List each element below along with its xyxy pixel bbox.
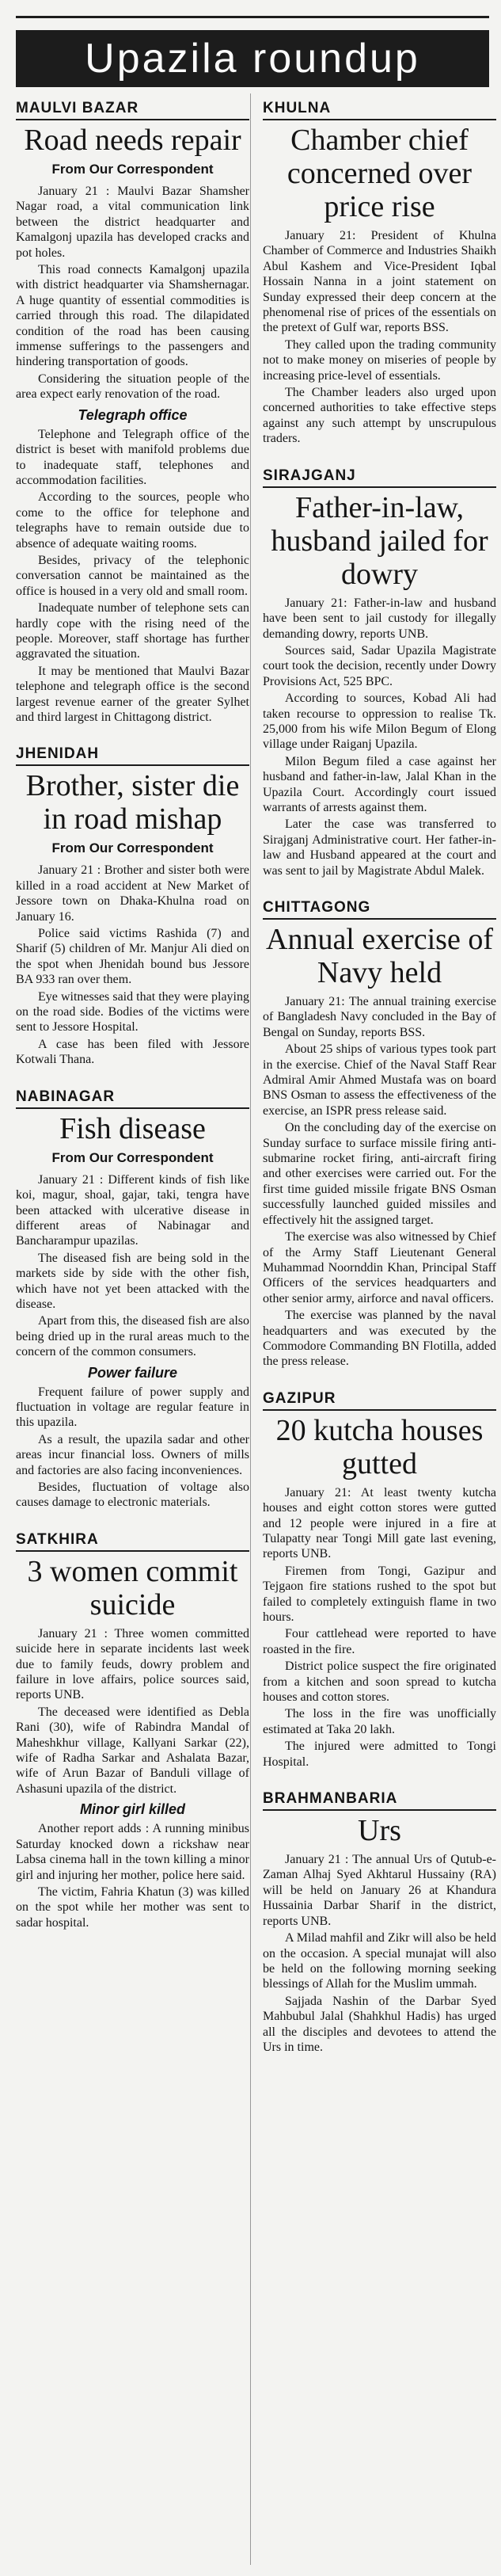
story-headline: 20 kutcha houses gutted xyxy=(275,1413,484,1480)
story-body xyxy=(263,596,496,878)
story-headline: 3 women commit suicide xyxy=(27,1554,238,1621)
story-paragraph: On the concluding day of the exercise on Sunday surface to surface missile firing anti-submarine rocket firing, anti-aircraft firing and other exercises were carried out. For the first time guided missile frigate BNS Osman successfully launched guided missiles and effectively hit the assigned target. xyxy=(263,1121,496,1227)
left-column xyxy=(16,93,249,1945)
story-paragraph: Besides, privacy of the telephonic conversation cannot be maintained as the office is housed in a very old and small room. xyxy=(16,553,249,598)
story-paragraph: A Milad mahfil and Zikr will also be held on the occasion. A special munajat will also be held on the following morning seeking blessings of Allah for the Muslim ummah. xyxy=(263,1931,496,1991)
story-paragraph: January 21: Father-in-law and husband have been sent to jail custody for illegally demanding dowry, reports UNB. xyxy=(263,596,496,641)
story-headline: Urs xyxy=(358,1814,401,1848)
story-paragraph: Frequent failure of power supply and fluctuation in voltage are regular feature in this upazila. xyxy=(16,1385,249,1430)
story-paragraph: The victim, Fahria Khatun (3) was killed on the spot while her mother was sent to sadar hospital. xyxy=(16,1884,249,1930)
story-headline: Fish disease xyxy=(59,1111,206,1145)
story-paragraph: As a result, the upazila sadar and other areas incur financial loss. Owners of mills and factories are also facing inconveniences. xyxy=(16,1432,249,1477)
right-column xyxy=(263,93,496,2069)
story-paragraph: Inadequate number of telephone sets can hardly cope with the rising need of the people. Moreover, staff shortage has further aggravated the situation. xyxy=(16,601,249,661)
story-body xyxy=(263,1852,496,2055)
story-headline: Chamber chief concerned over price rise xyxy=(287,124,473,223)
story-paragraph: The injured were admitted to Tongi Hospital. xyxy=(263,1740,496,1769)
story-paragraph: Police said victims Rashida (7) and Sharif (5) children of Mr. Manjur Ali died on the spot when Jhenidah bound bus Jessore BA 933 ran over them. xyxy=(16,927,249,987)
story-paragraph: The Chamber leaders also urged upon concerned authorities to take effective steps against any such attempt by unscrupulous traders. xyxy=(263,386,496,446)
story-paragraph: January 21 : Three women committed suicide here in separate incidents last week due to family feuds, dowry problem and failure in love affairs, police sources said, reports UNB. xyxy=(16,1626,249,1702)
story-dateline: JHENIDAH xyxy=(16,739,249,766)
story-paragraph: January 21 : Different kinds of fish like koi, magur, shoal, gajar, taki, tengra have been attacked with ulcerative disease in different areas of Nabinagar and Bancharampur upazilas. xyxy=(16,1172,249,1248)
story-paragraph: Sajjada Nashin of the Darbar Syed Mahbubul Jalal (Shahkhul Hadis) has urged all the disciples and devotees to attend the Urs in time. xyxy=(263,1994,496,2054)
story-dateline: BRAHMANBARIA xyxy=(263,1784,496,1811)
story-body xyxy=(16,1172,249,1511)
story-maulvi-bazar xyxy=(16,93,249,725)
story-brahmanbaria xyxy=(263,1784,496,2055)
story-dateline: SIRAJGANJ xyxy=(263,461,496,488)
story-paragraph: The deceased were identified as Debla Rani (30), wife of Rabindra Mandal of Maheshkhur village, Kallyani Sarkar (22), wife of Radha Sarkar and Ashalata Bazar, wife of Arun Bazar of Banduli village of Ashasuni upazila of the district. xyxy=(16,1705,249,1796)
story-byline: From Our Correspondent xyxy=(51,162,214,177)
story-nabinagar xyxy=(16,1082,249,1511)
story-paragraph: It may be mentioned that Maulvi Bazar telephone and telegraph office is the second largest revenue earner of the greater Sylhet and third largest in Chittagong district. xyxy=(16,664,249,724)
story-paragraph: January 21: The annual training exercise of Bangladesh Navy concluded in the Bay of Bengal on Sunday, reports BSS. xyxy=(263,995,496,1039)
story-dateline: CHITTAGONG xyxy=(263,893,496,920)
story-dateline: SATKHIRA xyxy=(16,1525,249,1552)
story-body xyxy=(263,1485,496,1770)
story-paragraph: They called upon the trading community not to make money on miseries of people by increasing price-level of essentials. xyxy=(263,337,496,383)
story-headline: Annual exercise of Navy held xyxy=(266,923,493,989)
top-rule xyxy=(16,16,489,18)
story-dateline: NABINAGAR xyxy=(16,1082,249,1109)
story-paragraph: According to sources, Kobad Ali had taken recourse to oppression to realise Tk. 25,000 from his wife Milon Begum of Elong village under Raiganj Upazila. xyxy=(263,692,496,752)
story-body xyxy=(16,1626,249,1930)
story-subhead: Power failure xyxy=(87,1364,178,1381)
story-body xyxy=(263,228,496,447)
story-paragraph: The diseased fish are being sold in the markets side by side with the other fish, which have not yet been attacked with the disease. xyxy=(16,1251,249,1311)
story-paragraph: Firemen from Tongi, Gazipur and Tejgaon fire stations rushed to the spot but failed to completely extinguish flame in two hours. xyxy=(263,1564,496,1624)
story-paragraph: District police suspect the fire originated from a kitchen and soon spread to kutcha houses and cotton stores. xyxy=(263,1660,496,1705)
story-byline: From Our Correspondent xyxy=(51,840,214,856)
story-headline: Brother, sister die in road mishap xyxy=(25,769,240,836)
story-paragraph: The exercise was also witnessed by Chief of the Army Staff Lieutenant General Muhammad Noornddin Khan, Principal Staff Officers of the services headquarters and other senior army, airforce and naval officers. xyxy=(263,1230,496,1305)
story-paragraph: The loss in the fire was unofficially estimated at Taka 20 lakh. xyxy=(263,1707,496,1736)
story-paragraph: Telephone and Telegraph office of the district is beset with manifold problems due to inadequate staff, telephones and accommodation facilities. xyxy=(16,427,249,487)
story-paragraph: January 21: At least twenty kutcha houses and eight cotton stores were gutted and 12 people were injured in a fire at Tulapatty near Tongi Mill gate last evening, reports UNB. xyxy=(263,1485,496,1561)
story-paragraph: Four cattlehead were reported to have roasted in the fire. xyxy=(263,1627,496,1656)
story-paragraph: January 21 : Maulvi Bazar Shamsher Nagar road, a vital communication link between the district headquarter and Kamalgonj upazila has developed cracks and pot holes. xyxy=(16,185,249,260)
story-jhenidah xyxy=(16,739,249,1067)
column-divider xyxy=(250,93,251,2565)
story-paragraph: Later the case was transferred to Sirajganj Administrative court. Her father-in-law and Husband appeared at the court and was sent to jail by Magistrate Abdul Malek. xyxy=(263,817,496,878)
story-satkhira xyxy=(16,1525,249,1930)
story-subhead: Minor girl killed xyxy=(79,1801,185,1818)
story-paragraph: Considering the situation people of the area expect early renovation of the road. xyxy=(16,372,249,402)
story-dateline: MAULVI BAZAR xyxy=(16,93,249,120)
section-banner: Upazila roundup xyxy=(16,30,489,87)
story-gazipur xyxy=(263,1384,496,1770)
story-sirajganj xyxy=(263,461,496,878)
story-chittagong xyxy=(263,893,496,1370)
story-paragraph: According to the sources, people who come to the office for telephone and telegraphs have to remain outside due to absence of adequate waiting rooms. xyxy=(16,490,249,551)
story-paragraph: January 21: President of Khulna Chamber of Commerce and Industries Shaikh Abul Kashem and Vice-President Iqbal Hossain Nanna in a joint statement on Sunday expressed their deep concern at the phenomenal rise of prices of the essentials on the pretext of Gulf war, reports BSS. xyxy=(263,229,496,335)
story-byline: From Our Correspondent xyxy=(51,1149,214,1165)
story-dateline: KHULNA xyxy=(263,93,496,120)
story-paragraph: About 25 ships of various types took part in the exercise. Chief of the Naval Staff Rear Admiral Amir Ahmed Mustafa was on board BNS Osman to assess the effectiveness of the exercise, an ISPR press release said. xyxy=(263,1042,496,1118)
story-paragraph: The exercise was planned by the naval headquarters and was executed by the Commodore Commanding BN Flotilla, added the press release. xyxy=(263,1309,496,1369)
story-dateline: GAZIPUR xyxy=(263,1384,496,1411)
story-paragraph: January 21 : The annual Urs of Qutub-e-Zaman Alhaj Syed Akhtarul Hussainy (RA) will be held on January 26 at Khandura Hussainia Darbar Sharif in the district, reports UNB. xyxy=(263,1853,496,1928)
story-paragraph: A case has been filed with Jessore Kotwali Thana. xyxy=(16,1037,249,1067)
story-paragraph: Sources said, Sadar Upazila Magistrate court took the decision, recently under Dowry Provisions Act, 525 BPC. xyxy=(263,643,496,688)
story-body xyxy=(16,863,249,1067)
story-paragraph: Eye witnesses said that they were playing on the road side. Bodies of the victims were sent to Jessore Hospital. xyxy=(16,989,249,1035)
story-paragraph: Milon Begum filed a case against her husband and father-in-law, Jalal Khan in the Upazila Court. Accordingly court issued warrants of arrests against them. xyxy=(263,754,496,814)
story-headline: Road needs repair xyxy=(24,124,241,157)
story-paragraph: Apart from this, the diseased fish are also being dried up in the rural areas much to the concern of the common consumers. xyxy=(16,1314,249,1359)
story-khulna xyxy=(263,93,496,447)
story-body xyxy=(263,994,496,1370)
story-headline: Father-in-law, husband jailed for dowry xyxy=(271,490,488,591)
story-body xyxy=(16,184,249,725)
story-paragraph: This road connects Kamalgonj upazila with district headquarter via Shamshernagar. A huge quantity of essential commodities is carried through this road. The dilapidated condition of the road has been causing immense sufferings to the passengers and hindering transportation of goods. xyxy=(16,263,249,369)
story-subhead: Telegraph office xyxy=(78,406,188,423)
story-paragraph: January 21 : Brother and sister both were killed in a road accident at New Market of Jessore town on Dhaka-Khulna road on January 16. xyxy=(16,863,249,924)
story-paragraph: Another report adds : A running minibus Saturday knocked down a rickshaw near Labsa cinema hall in the town killing a minor girl and injuring her mother, police here said. xyxy=(16,1822,249,1882)
story-paragraph: Besides, fluctuation of voltage also causes damage to electronic materials. xyxy=(16,1480,249,1510)
